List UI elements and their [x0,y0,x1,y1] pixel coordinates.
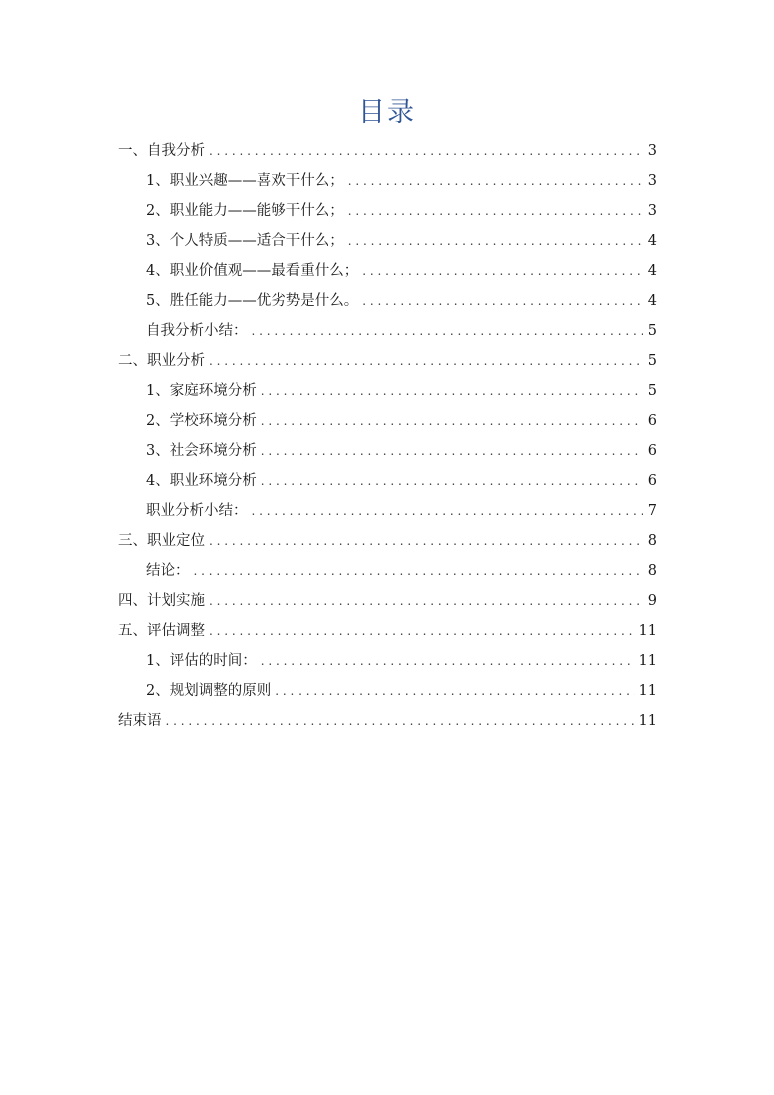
toc-entry-page-number: 5 [647,323,657,339]
toc-entry[interactable] [118,676,657,706]
toc-entry-page-number: 3 [647,203,657,219]
toc-entry-page-number: 7 [647,503,657,519]
toc-dot-leader [261,406,643,436]
toc-entry-page-number: 11 [638,713,657,729]
toc-dot-leader [261,436,643,466]
toc-dot-leader [209,136,643,166]
toc-entry-label: 1、职业兴趣——喜欢干什么； [146,173,344,189]
toc-dot-leader [261,466,643,496]
toc-entry-page-number: 5 [647,383,657,399]
toc-dot-leader [209,526,643,556]
toc-dot-leader [275,676,634,706]
toc-entry-label: 结束语 [118,713,162,729]
toc-entry[interactable] [118,496,657,526]
toc-entry-label: 3、社会环境分析 [146,443,257,459]
toc-entry-page-number: 8 [647,563,657,579]
toc-dot-leader [348,166,643,196]
toc-entry-page-number: 9 [647,593,657,609]
toc-entry-page-number: 6 [647,443,657,459]
toc-dot-leader [252,496,644,526]
toc-entry[interactable] [118,166,657,196]
toc-entry[interactable] [118,436,657,466]
toc-entry[interactable] [118,646,657,676]
toc-entry-page-number: 3 [647,143,657,159]
toc-dot-leader [348,226,643,256]
toc-entry-label: 3、个人特质——适合干什么； [146,233,344,249]
toc-entry[interactable] [118,466,657,496]
toc-dot-leader [348,196,643,226]
toc-entry[interactable] [118,406,657,436]
toc-entry-label: 5、胜任能力——优劣势是什么。 [146,293,359,309]
toc-entry[interactable] [118,556,657,586]
toc-list [118,136,657,736]
toc-entry-label: 4、职业环境分析 [146,473,257,489]
toc-dot-leader [209,616,635,646]
toc-entry-page-number: 11 [638,623,657,639]
toc-entry-page-number: 3 [647,173,657,189]
toc-entry-label: 二、职业分析 [118,353,205,369]
toc-dot-leader [261,646,635,676]
toc-entry-label: 1、评估的时间： [146,653,257,669]
toc-entry-page-number: 11 [638,683,657,699]
toc-entry[interactable] [118,616,657,646]
toc-entry-page-number: 5 [647,353,657,369]
toc-entry[interactable] [118,256,657,286]
toc-entry[interactable] [118,196,657,226]
toc-dot-leader [209,586,643,616]
toc-title: 目录 [358,97,416,128]
toc-entry-label: 三、职业定位 [118,533,205,549]
toc-entry-label: 一、自我分析 [118,143,205,159]
toc-dot-leader [194,556,644,586]
toc-entry-page-number: 4 [647,263,657,279]
toc-dot-leader [209,346,643,376]
toc-entry-label: 4、职业价值观——最看重什么； [146,263,359,279]
toc-entry-label: 五、评估调整 [118,623,205,639]
toc-entry[interactable] [118,706,657,736]
toc-entry-label: 职业分析小结： [146,503,248,519]
toc-entry[interactable] [118,586,657,616]
toc-dot-leader [166,706,635,736]
toc-entry-label: 四、计划实施 [118,593,205,609]
toc-entry-label: 2、学校环境分析 [146,413,257,429]
toc-entry-page-number: 4 [647,233,657,249]
toc-entry-label: 1、家庭环境分析 [146,383,257,399]
toc-entry-label: 2、规划调整的原则 [146,683,272,699]
toc-entry[interactable] [118,346,657,376]
toc-entry-page-number: 6 [647,413,657,429]
toc-dot-leader [362,286,643,316]
toc-dot-leader [261,376,643,406]
toc-entry-page-number: 11 [638,653,657,669]
toc-entry[interactable] [118,286,657,316]
toc-entry[interactable] [118,226,657,256]
toc-entry-label: 2、职业能力——能够干什么； [146,203,344,219]
toc-entry[interactable] [118,136,657,166]
toc-entry-label: 结论： [146,563,190,579]
toc-entry-page-number: 6 [647,473,657,489]
toc-entry[interactable] [118,376,657,406]
toc-entry-label: 自我分析小结： [146,323,248,339]
toc-entry[interactable] [118,526,657,556]
toc-entry-page-number: 8 [647,533,657,549]
toc-entry[interactable] [118,316,657,346]
toc-dot-leader [252,316,644,346]
toc-dot-leader [362,256,643,286]
toc-entry-page-number: 4 [647,293,657,309]
